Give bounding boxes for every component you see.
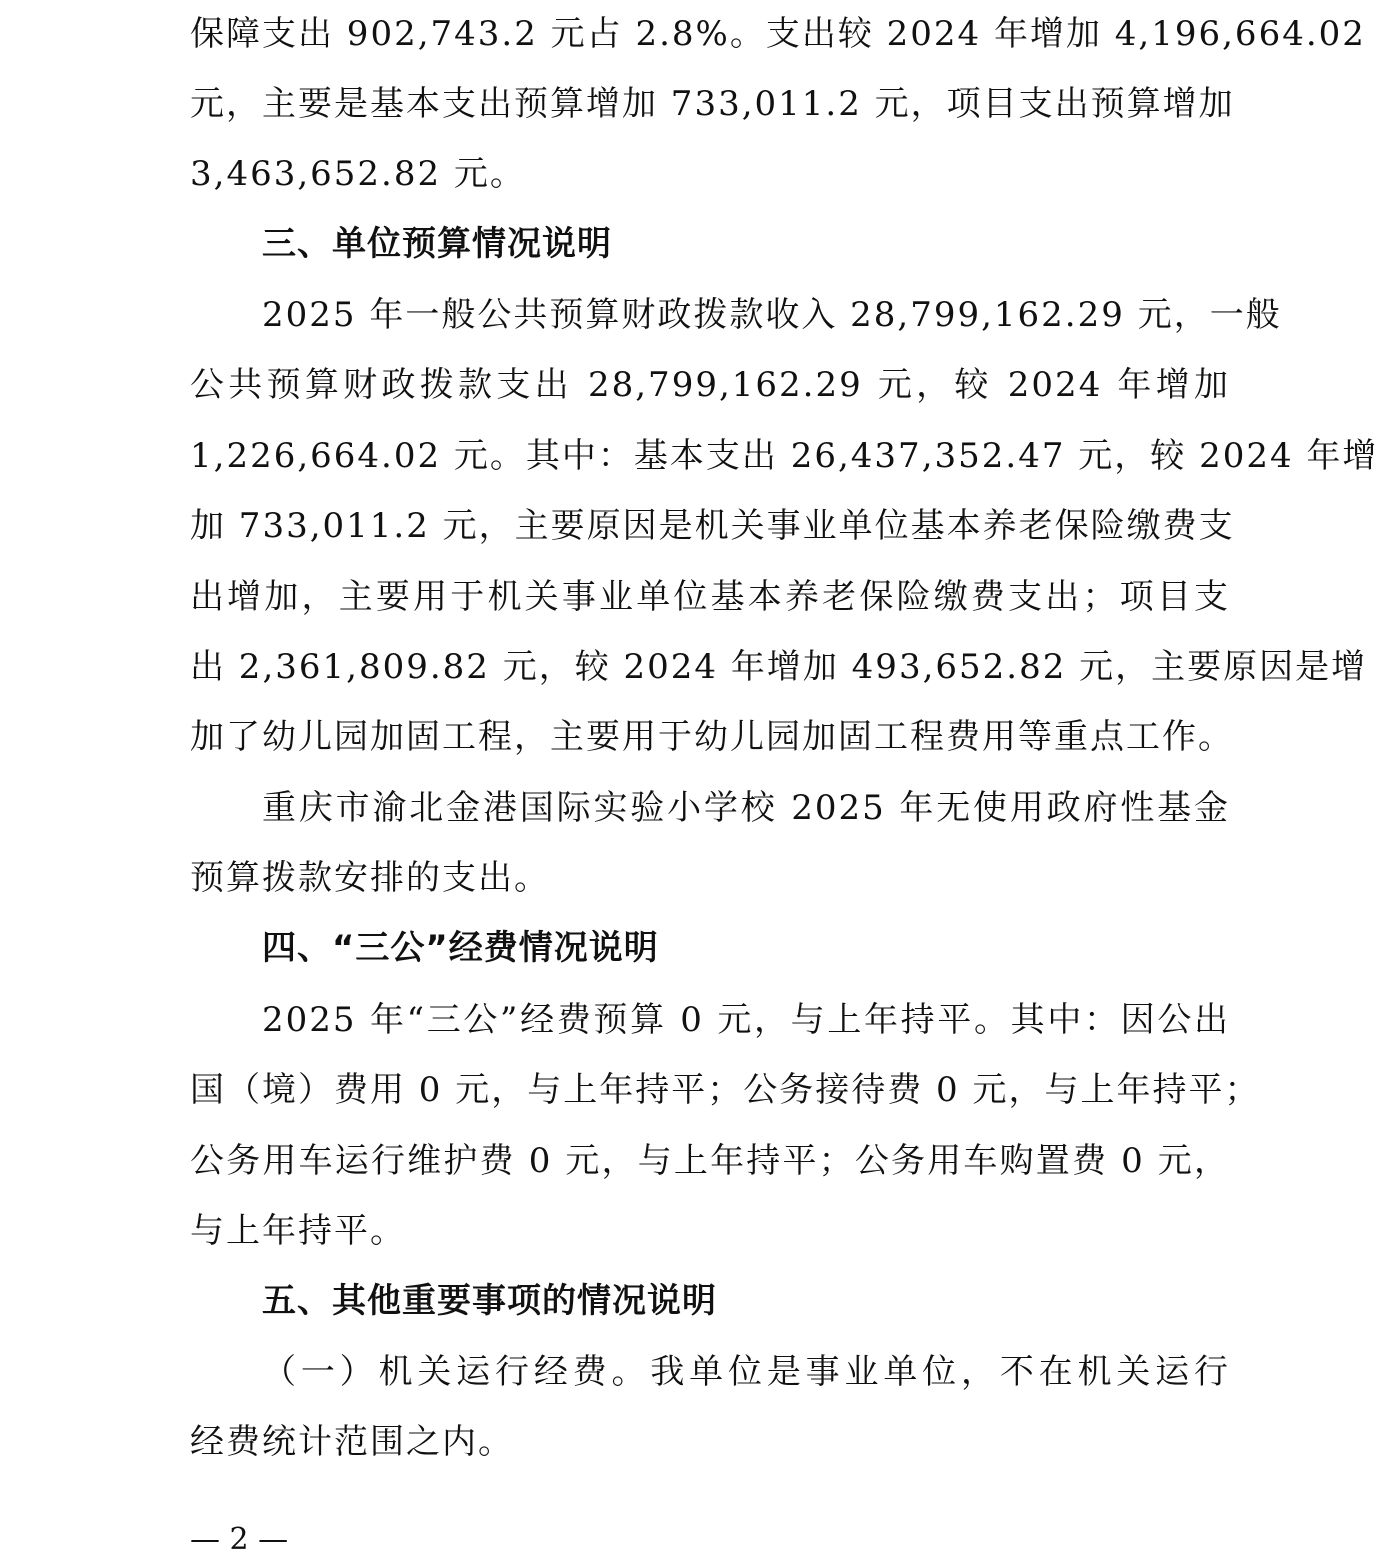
body-line: 1,226,664.02 元。其中：基本支出 26,437,352.47 元，较 2024 年增	[190, 436, 1379, 476]
section-heading-3: 三、单位预算情况说明	[262, 224, 612, 264]
body-line: 公共预算财政拨款支出 28,799,162.29 元，较 2024 年增加	[190, 365, 1230, 405]
body-line: 3,463,652.82 元。	[190, 154, 526, 194]
page-number: — 2 —	[190, 1522, 289, 1557]
body-line: 保障支出 902,743.2 元占 2.8%。支出较 2024 年增加 4,196,664.02	[190, 14, 1366, 54]
section-heading-5: 五、其他重要事项的情况说明	[262, 1281, 717, 1321]
body-line: 重庆市渝北金港国际实验小学校 2025 年无使用政府性基金	[262, 788, 1230, 828]
body-line: 2025 年“三公”经费预算 0 元，与上年持平。其中：因公出	[262, 1000, 1230, 1040]
body-line: 2025 年一般公共预算财政拨款收入 28,799,162.29 元，一般	[262, 295, 1282, 335]
body-line: 加了幼儿园加固工程，主要用于幼儿园加固工程费用等重点工作。	[190, 717, 1234, 757]
body-line: 经费统计范围之内。	[190, 1422, 514, 1462]
body-line: 国（境）费用 0 元，与上年持平；公务接待费 0 元，与上年持平；	[190, 1070, 1261, 1110]
body-line: 加 733,011.2 元，主要原因是机关事业单位基本养老保险缴费支	[190, 506, 1235, 546]
body-line: 元，主要是基本支出预算增加 733,011.2 元，项目支出预算增加	[190, 84, 1235, 124]
body-line: 公务用车运行维护费 0 元，与上年持平；公务用车购置费 0 元，	[190, 1141, 1230, 1181]
body-line: 预算拨款安排的支出。	[190, 858, 550, 898]
section-heading-4: 四、“三公”经费情况说明	[262, 928, 659, 968]
body-line: 出 2,361,809.82 元，较 2024 年增加 493,652.82 元，主要原因是增	[190, 647, 1368, 687]
body-line: 出增加，主要用于机关事业单位基本养老保险缴费支出；项目支	[190, 577, 1230, 617]
body-line: （一）机关运行经费。我单位是事业单位，不在机关运行	[262, 1352, 1230, 1392]
body-line: 与上年持平。	[190, 1211, 406, 1251]
document-page	[190, 0, 1379, 1554]
